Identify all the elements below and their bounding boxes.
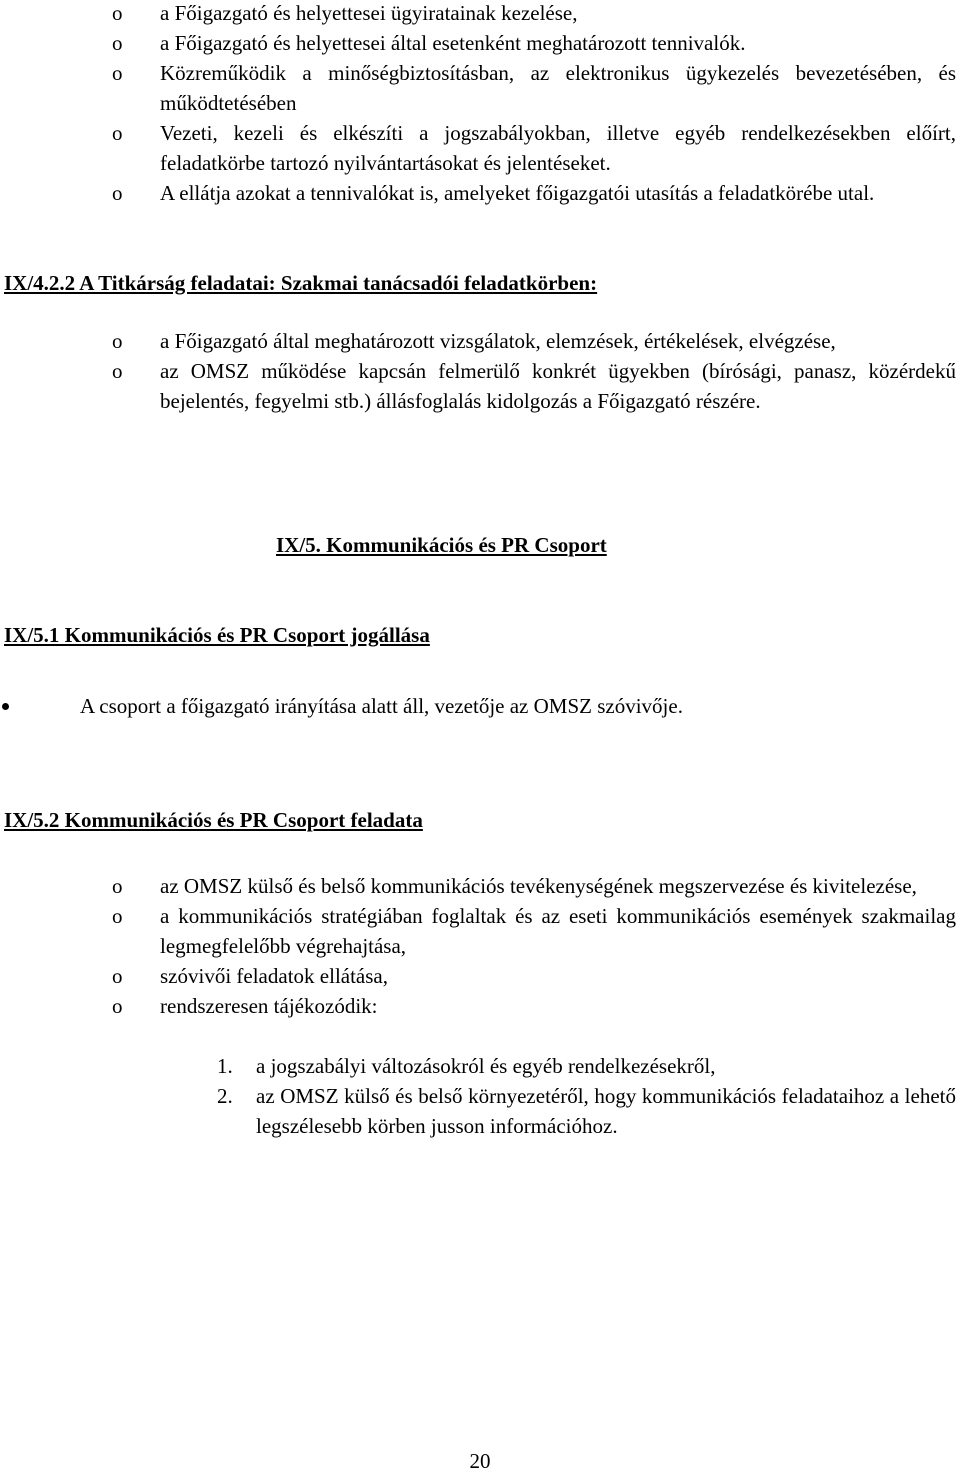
- circle-bullet-icon: o: [112, 181, 123, 205]
- list-item: o szóvivői feladatok ellátása,: [0, 961, 960, 991]
- numbered-list-item: 1. a jogszabályi változásokról és egyéb rendelkezésekről,: [217, 1054, 716, 1078]
- list-item: o a Főigazgató által meghatározott vizsgálatok, elemzések, értékelések, elvégzése,: [0, 326, 960, 356]
- circle-bullet-icon: o: [112, 904, 123, 928]
- circle-bullet-icon: o: [112, 874, 123, 898]
- circle-bullet-icon: o: [112, 31, 123, 55]
- circle-bullet-icon: o: [112, 61, 123, 85]
- circle-bullet-icon: o: [112, 994, 123, 1018]
- page-number: 20: [469, 1449, 491, 1473]
- section-heading-ix-5-1: IX/5.1 Kommunikációs és PR Csoport jogállása: [4, 623, 430, 647]
- circle-bullet-icon: o: [112, 121, 123, 145]
- circle-bullet-icon: o: [112, 964, 123, 988]
- bullet-icon: [2, 703, 9, 710]
- numbered-list-item: 2. az OMSZ külső és belső környezetéről, hogy kommunikációs feladataihoz a lehető legszélesebb körben jusson információhoz.: [217, 1084, 956, 1138]
- list-item: o az OMSZ külső és belső kommunikációs tevékenységének megszervezése és kivitelezése,: [0, 871, 960, 901]
- circle-bullet-icon: o: [112, 359, 123, 383]
- list-item: o az OMSZ működése kapcsán felmerülő konkrét ügyekben (bírósági, panasz, közérdekű bejelentés, fegyelmi stb.) állásfoglalás kidolgozás a Főigazgató részére.: [0, 356, 960, 416]
- circle-bullet-icon: o: [112, 1, 123, 25]
- list-item: o Közreműködik a minőségbiztosításban, az elektronikus ügykezelés bevezetésében, és működtetésében: [0, 58, 960, 118]
- list-ix-5-2: [0, 871, 960, 1021]
- list-item: o a Főigazgató és helyettesei által esetenként meghatározott tennivalók.: [0, 28, 960, 58]
- numbered-list: [0, 1051, 960, 1141]
- section-heading-ix-5-2: IX/5.2 Kommunikációs és PR Csoport feladata: [4, 808, 423, 832]
- list-top: [0, 0, 960, 208]
- list-item: o Vezeti, kezeli és elkészíti a jogszabályokban, illetve egyéb rendelkezésekben előírt, feladatkörbe tartozó nyilvántartásokat és jelentéseket.: [0, 118, 960, 178]
- section-heading-ix-4-2-2: IX/4.2.2 A Titkárság feladatai: Szakmai tanácsadói feladatkörben:: [4, 271, 598, 295]
- circle-bullet-icon: o: [112, 329, 123, 353]
- list-item: o A ellátja azokat a tennivalókat is, amelyeket főigazgatói utasítás a feladatkörébe utal.: [0, 178, 960, 208]
- list-item: o a Főigazgató és helyettesei ügyiratainak kezelése,: [0, 0, 960, 28]
- list-item: o a kommunikációs stratégiában foglaltak és az eseti kommunikációs események szakmailag legmegfelelőbb végrehajtása,: [0, 901, 960, 961]
- list-ix-4-2-2: [0, 326, 960, 416]
- list-item: o rendszeresen tájékozódik:: [0, 991, 960, 1021]
- section-heading-ix-5: IX/5. Kommunikációs és PR Csoport: [276, 533, 607, 557]
